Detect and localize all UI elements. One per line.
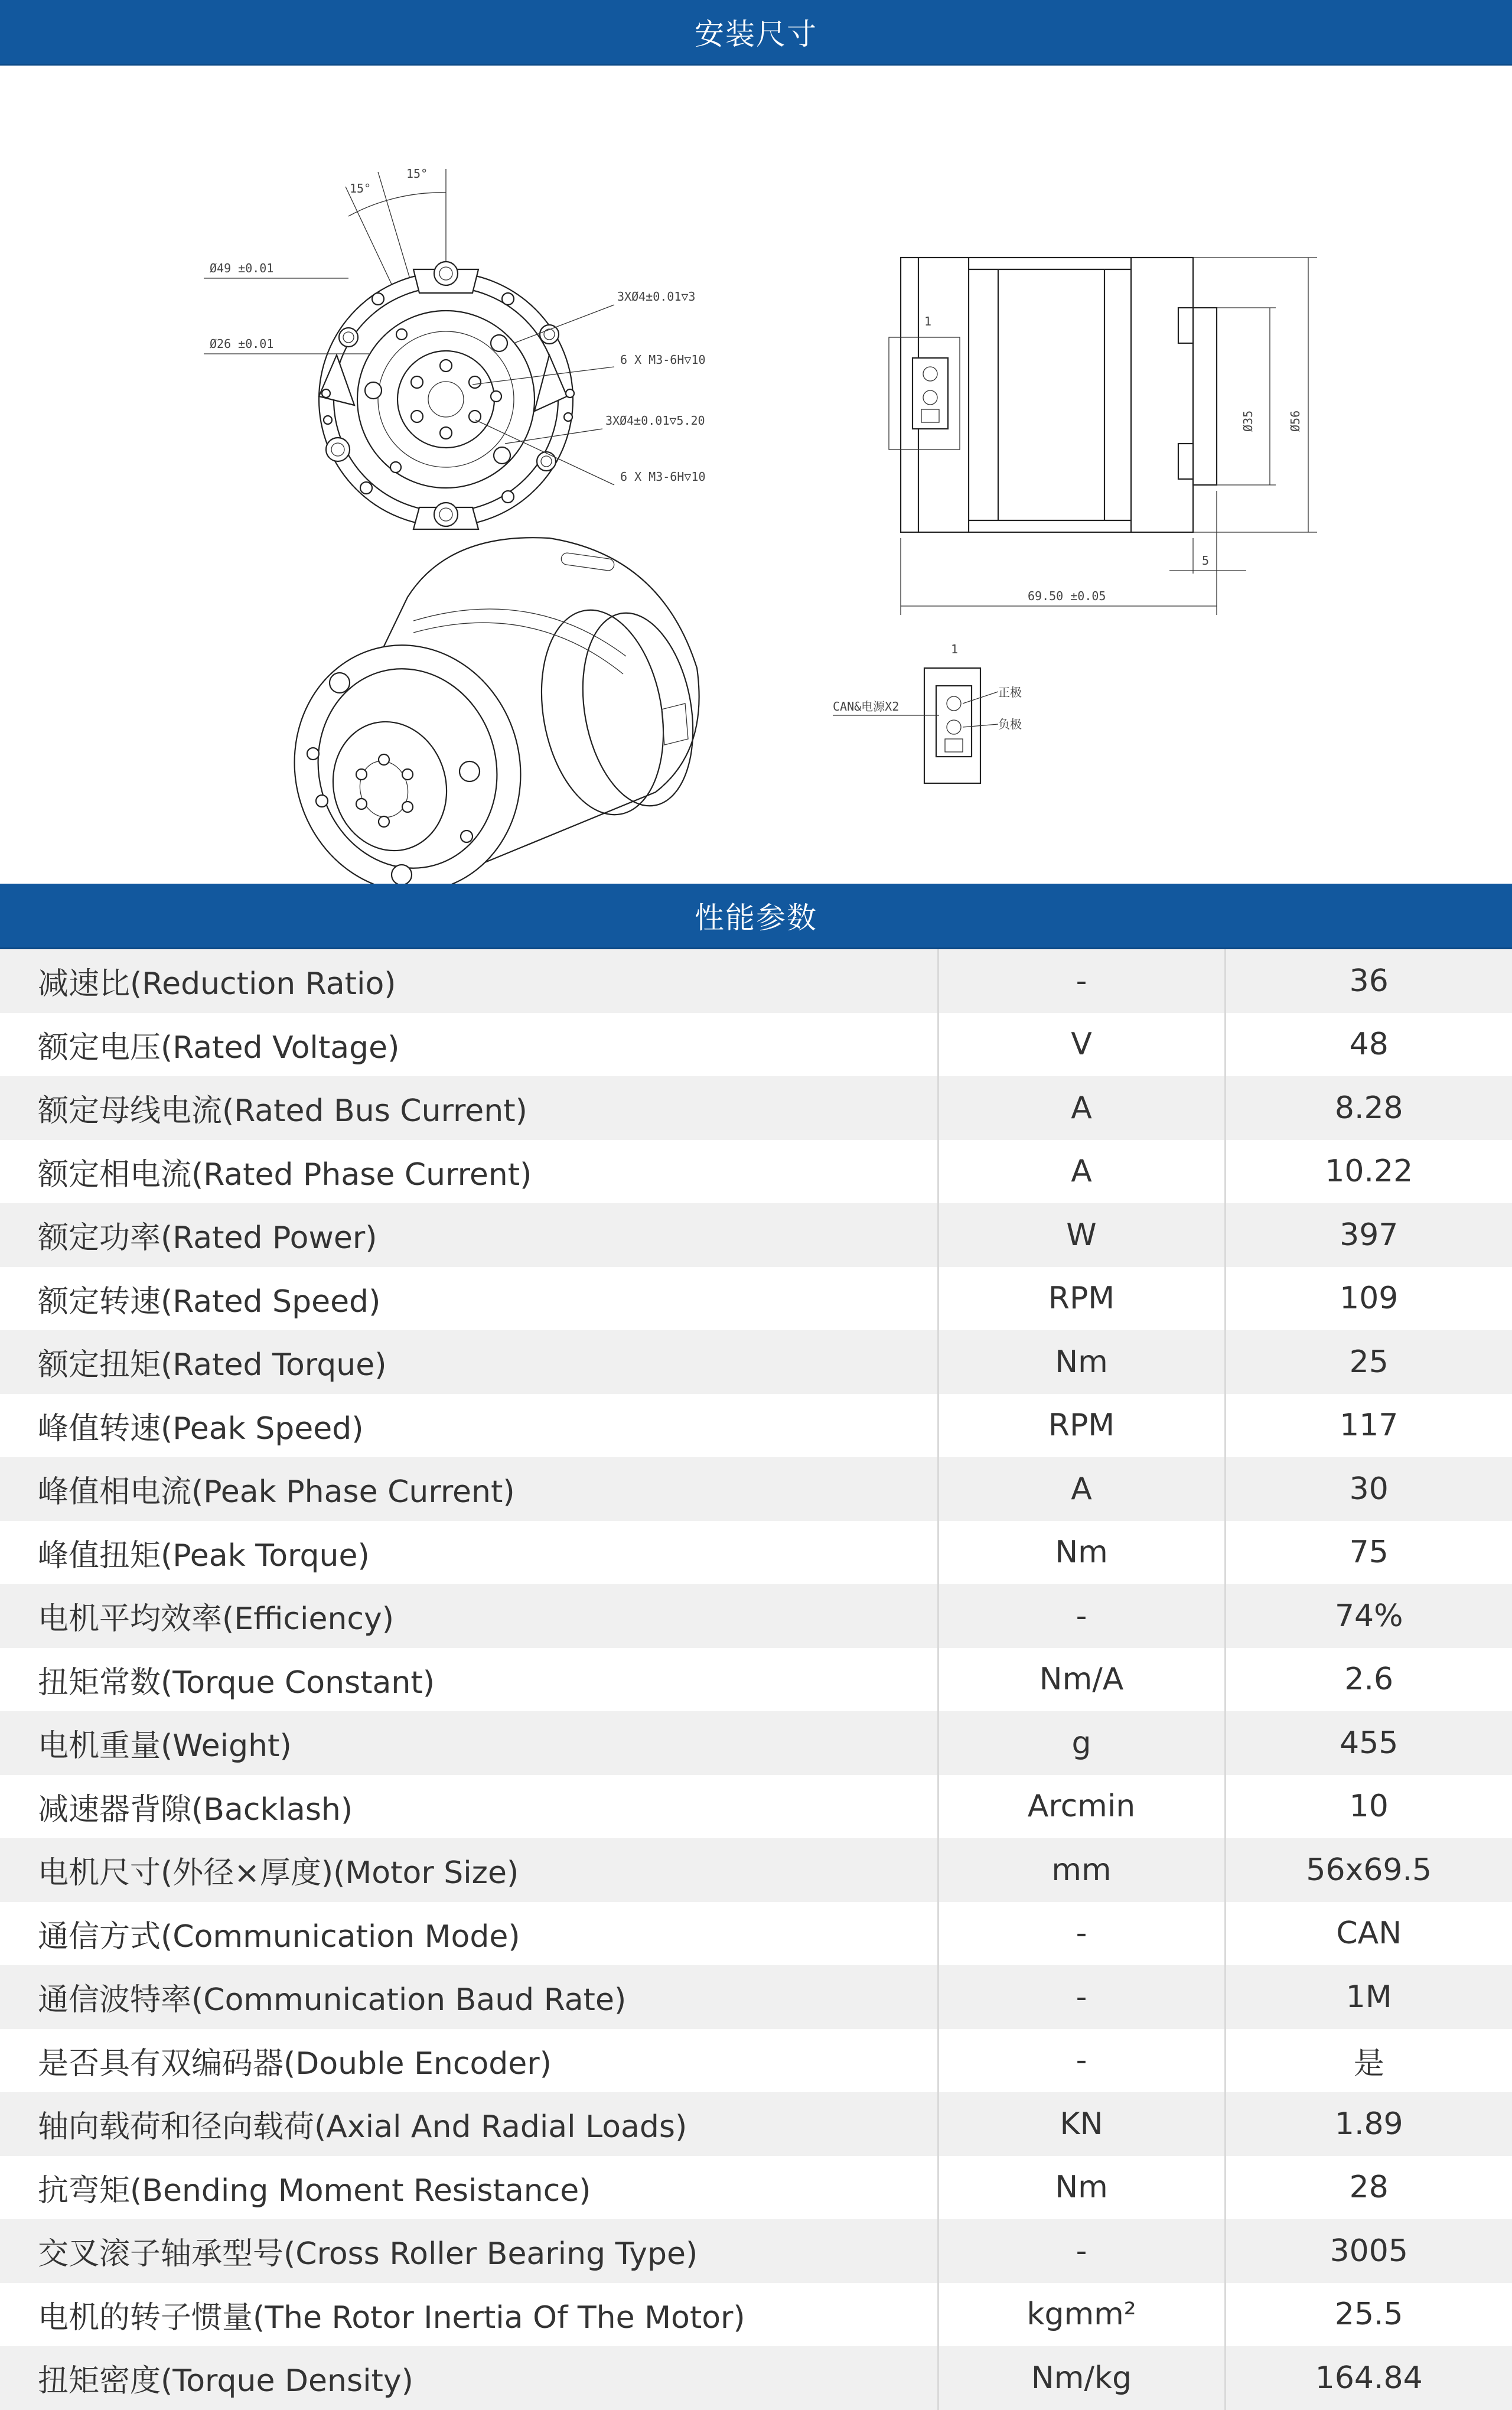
spec-value: 36: [1225, 949, 1512, 1013]
spec-unit: Nm/kg: [938, 2346, 1225, 2410]
install-section-title: 安装尺寸: [695, 17, 817, 51]
connector-view: [833, 642, 1022, 783]
spec-row: [0, 2029, 1512, 2093]
holes-a-label: 3XØ4±0.01▽3: [617, 289, 696, 304]
spec-name: 是否具有双编码器(Double Encoder): [0, 2029, 938, 2093]
spec-row: [0, 2219, 1512, 2283]
spec-unit: -: [938, 1584, 1225, 1648]
spec-name: 减速比(Reduction Ratio): [0, 949, 938, 1013]
spec-unit: kgmm²: [938, 2283, 1225, 2347]
spec-unit: mm: [938, 1838, 1225, 1902]
positive-label: 正极: [998, 685, 1022, 699]
spec-row: [0, 1330, 1512, 1394]
spec-unit: -: [938, 1965, 1225, 2029]
spec-unit: A: [938, 1140, 1225, 1204]
spec-unit: -: [938, 1902, 1225, 1966]
spec-unit: Nm: [938, 2156, 1225, 2220]
spec-name: 减速器背隙(Backlash): [0, 1775, 938, 1839]
spec-value: 455: [1225, 1711, 1512, 1775]
spec-value: 2.6: [1225, 1648, 1512, 1712]
spec-row: [0, 2092, 1512, 2156]
spec-unit: -: [938, 949, 1225, 1013]
spec-value: 48: [1225, 1013, 1512, 1077]
spec-value: 3005: [1225, 2219, 1512, 2283]
spec-row: [0, 1076, 1512, 1140]
spec-value: 397: [1225, 1203, 1512, 1267]
spec-value: 25: [1225, 1330, 1512, 1394]
spec-unit: g: [938, 1711, 1225, 1775]
front-view: [204, 167, 706, 529]
spec-value: 30: [1225, 1457, 1512, 1521]
spec-value: 25.5: [1225, 2283, 1512, 2347]
dia35-label: Ø35: [1241, 410, 1255, 432]
spec-value: 117: [1225, 1394, 1512, 1458]
spec-unit: Arcmin: [938, 1775, 1225, 1839]
spec-name: 峰值转速(Peak Speed): [0, 1394, 938, 1458]
mechanical-drawing: [0, 66, 1512, 884]
spec-value: 56x69.5: [1225, 1838, 1512, 1902]
spec-row: [0, 2283, 1512, 2347]
spec-name: 扭矩密度(Torque Density): [0, 2346, 938, 2410]
spec-unit: KN: [938, 2092, 1225, 2156]
spec-unit: Nm/A: [938, 1648, 1225, 1712]
spec-value: 28: [1225, 2156, 1512, 2220]
spec-row: [0, 1267, 1512, 1331]
holes-b-label: 3XØ4±0.01▽5.20: [605, 413, 705, 428]
spec-value: CAN: [1225, 1902, 1512, 1966]
spec-unit: Nm: [938, 1521, 1225, 1585]
perf-section-title: 性能参数: [695, 901, 817, 935]
spec-name: 电机重量(Weight): [0, 1711, 938, 1775]
spec-row: [0, 1711, 1512, 1775]
spec-value: 10.22: [1225, 1140, 1512, 1204]
thread-b-label: 6 X M3-6H▽10: [620, 470, 706, 484]
spec-name: 轴向载荷和径向载荷(Axial And Radial Loads): [0, 2092, 938, 2156]
spec-row: [0, 1648, 1512, 1712]
spec-unit: -: [938, 2029, 1225, 2093]
spec-name: 通信方式(Communication Mode): [0, 1902, 938, 1966]
spec-unit: V: [938, 1013, 1225, 1077]
spec-value: 8.28: [1225, 1076, 1512, 1140]
spec-row: [0, 1140, 1512, 1204]
spec-value: 109: [1225, 1267, 1512, 1331]
dia-outer-label: Ø49 ±0.01: [210, 261, 274, 275]
spec-name: 交叉滚子轴承型号(Cross Roller Bearing Type): [0, 2219, 938, 2283]
conn-label: CAN&电源X2: [833, 699, 900, 714]
dia-inner-label: Ø26 ±0.01: [210, 337, 274, 351]
install-section-header: [0, 0, 1512, 66]
spec-name: 峰值扭矩(Peak Torque): [0, 1521, 938, 1585]
spec-value: 74%: [1225, 1584, 1512, 1648]
spec-value: 10: [1225, 1775, 1512, 1839]
spec-row: [0, 1775, 1512, 1839]
spec-name: 额定母线电流(Rated Bus Current): [0, 1076, 938, 1140]
spec-unit: A: [938, 1457, 1225, 1521]
dia56-label: Ø56: [1288, 410, 1302, 432]
spec-name: 扭矩常数(Torque Constant): [0, 1648, 938, 1712]
angle2-label: 15°: [406, 167, 428, 181]
spec-name: 额定相电流(Rated Phase Current): [0, 1140, 938, 1204]
spec-value: 是: [1225, 2029, 1512, 2093]
angle1-label: 15°: [350, 181, 372, 196]
spec-unit: RPM: [938, 1267, 1225, 1331]
spec-unit: Nm: [938, 1330, 1225, 1394]
spec-unit: A: [938, 1076, 1225, 1140]
spec-row: [0, 1013, 1512, 1077]
spec-row: [0, 1584, 1512, 1648]
spec-row: [0, 1457, 1512, 1521]
spec-row: [0, 1902, 1512, 1966]
spec-row: [0, 2346, 1512, 2410]
drawing-svg: [0, 66, 1512, 884]
spec-name: 抗弯矩(Bending Moment Resistance): [0, 2156, 938, 2220]
spec-name: 电机平均效率(Efficiency): [0, 1584, 938, 1648]
thread-a-label: 6 X M3-6H▽10: [620, 353, 706, 367]
spec-row: [0, 1838, 1512, 1902]
spec-value: 75: [1225, 1521, 1512, 1585]
spec-row: [0, 1965, 1512, 2029]
spec-unit: W: [938, 1203, 1225, 1267]
spec-row: [0, 1394, 1512, 1458]
spec-row: [0, 2156, 1512, 2220]
perf-section-header: [0, 884, 1512, 949]
spec-name: 额定电压(Rated Voltage): [0, 1013, 938, 1077]
side-pin-mark: 1: [924, 314, 932, 328]
spec-table: [0, 949, 1512, 2410]
isometric-view: [267, 538, 707, 884]
spec-value: 1.89: [1225, 2092, 1512, 2156]
spec-value: 1M: [1225, 1965, 1512, 2029]
spec-name: 峰值相电流(Peak Phase Current): [0, 1457, 938, 1521]
spec-name: 额定转速(Rated Speed): [0, 1267, 938, 1331]
spec-unit: RPM: [938, 1394, 1225, 1458]
negative-label: 负极: [998, 717, 1022, 731]
spec-value: 164.84: [1225, 2346, 1512, 2410]
spec-row: [0, 1203, 1512, 1267]
spec-name: 通信波特率(Communication Baud Rate): [0, 1965, 938, 2029]
conn-pin-mark: 1: [951, 642, 959, 656]
side-view: [889, 258, 1317, 615]
spec-name: 额定功率(Rated Power): [0, 1203, 938, 1267]
spec-unit: -: [938, 2219, 1225, 2283]
spec-name: 额定扭矩(Rated Torque): [0, 1330, 938, 1394]
dim5-label: 5: [1202, 553, 1210, 568]
spec-row: [0, 1521, 1512, 1585]
spec-name: 电机的转子惯量(The Rotor Inertia Of The Motor): [0, 2283, 938, 2347]
spec-row: [0, 949, 1512, 1013]
length-label: 69.50 ±0.05: [1028, 589, 1106, 603]
spec-name: 电机尺寸(外径×厚度)(Motor Size): [0, 1838, 938, 1902]
